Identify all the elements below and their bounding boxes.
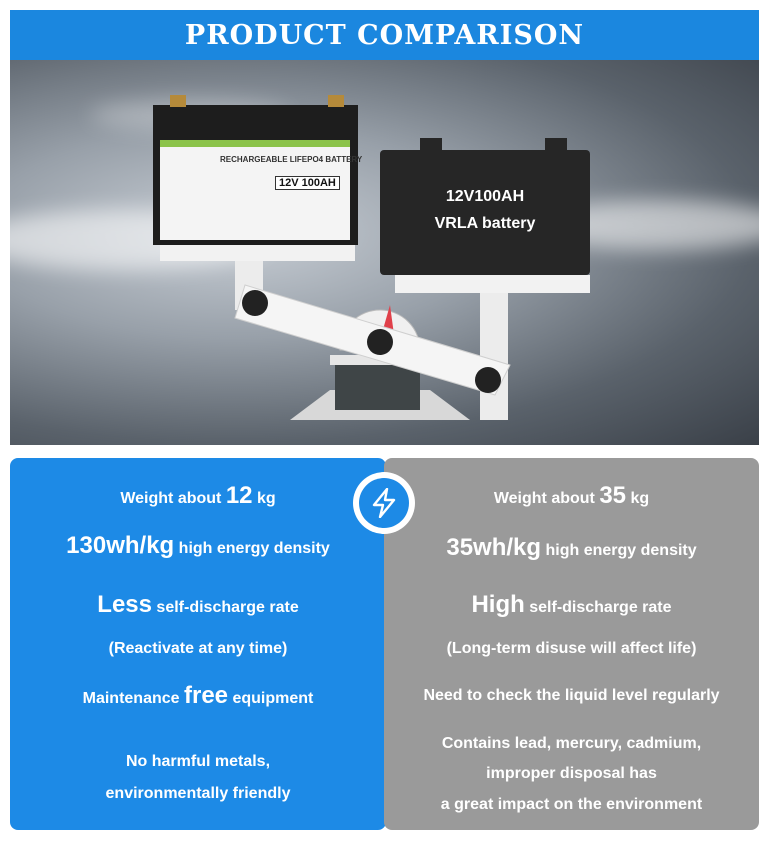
- lightning-badge: [353, 472, 415, 534]
- left-maintenance: Maintenance free equipment: [82, 682, 314, 709]
- left-density: 130wh/kg high energy density: [66, 532, 330, 559]
- bolt-left: [242, 290, 268, 316]
- lifepo4-rating: 12V 100AH: [275, 176, 340, 190]
- vrla-line2: VRLA battery: [434, 215, 536, 232]
- right-weight: Weight about 35 kg: [493, 482, 650, 509]
- left-env-line2: environmentally friendly: [105, 785, 291, 802]
- hero-image: [10, 60, 759, 445]
- left-weight: Weight about 12 kg: [120, 482, 276, 509]
- lifepo4-panel: [10, 458, 386, 830]
- lifepo4-label: RECHARGEABLE LIFEPO4 BATTERY: [220, 155, 363, 164]
- right-discharge: High self-discharge rate: [471, 591, 672, 618]
- page-title: PRODUCT COMPARISON: [184, 19, 585, 51]
- right-env-line2: improper disposal has: [486, 765, 657, 782]
- scale-illustration: [10, 60, 759, 445]
- right-disuse: (Long-term disuse will affect life): [446, 640, 697, 657]
- right-density: 35wh/kg high energy density: [446, 534, 697, 561]
- bolt-center: [367, 329, 393, 355]
- bolt-right: [475, 367, 501, 393]
- right-env-line3: a great impact on the environment: [440, 796, 703, 813]
- lightning-icon: [371, 488, 397, 518]
- header-banner: [10, 10, 759, 60]
- left-reactivate: (Reactivate at any time): [108, 640, 288, 657]
- left-env-line1: No harmful metals,: [125, 753, 271, 770]
- right-liquid: Need to check the liquid level regularly: [423, 687, 720, 704]
- vrla-line1: 12V100AH: [445, 188, 525, 205]
- left-discharge: Less self-discharge rate: [97, 591, 299, 618]
- vrla-panel: [384, 458, 759, 830]
- right-env-line1: Contains lead, mercury, cadmium,: [441, 735, 702, 752]
